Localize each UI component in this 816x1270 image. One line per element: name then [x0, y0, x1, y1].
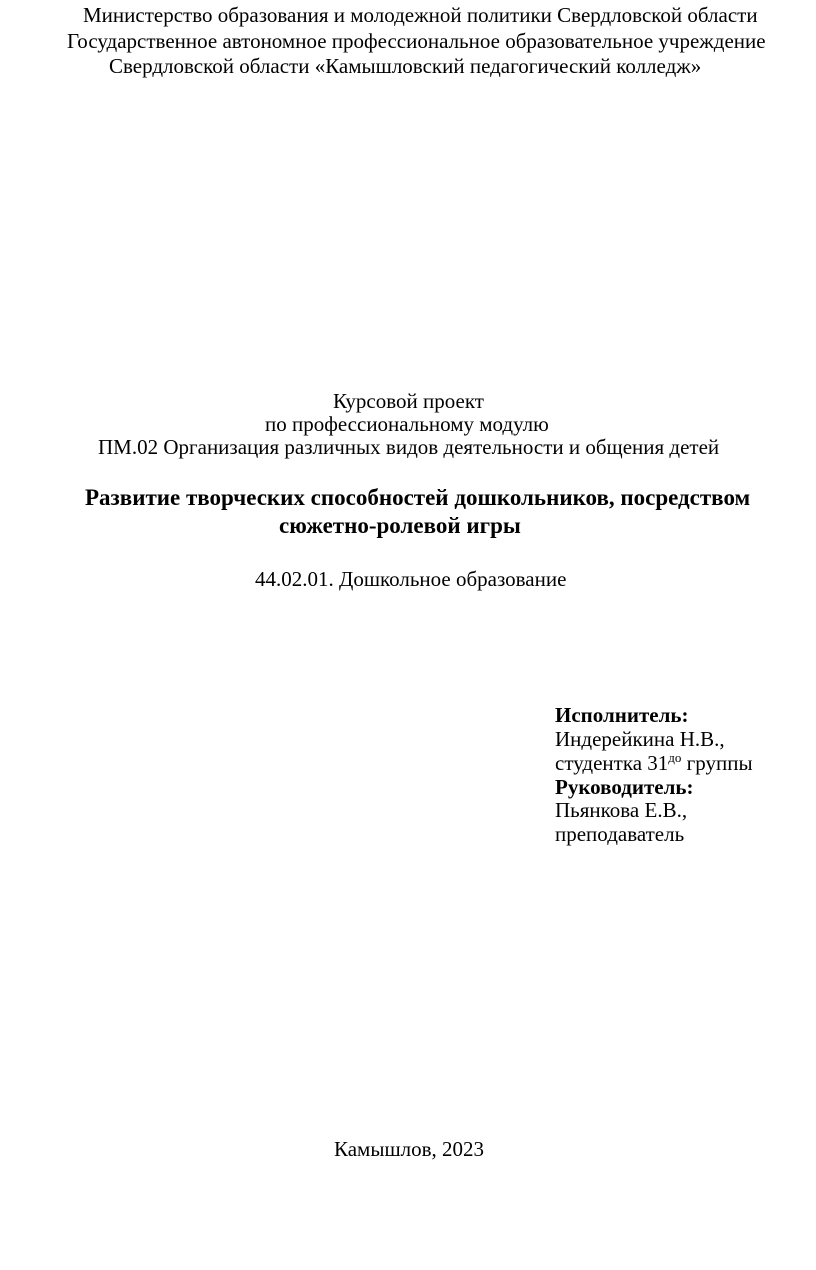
supervisor-label: Руководитель: [555, 775, 694, 799]
header-college-name: Свердловской области «Камышловский педагогический колледж» [109, 54, 702, 78]
project-title-line-1: Развитие творческих способностей дошкольников, посредством [85, 485, 751, 510]
project-title-line-2: сюжетно-ролевой игры [279, 513, 521, 538]
footer-city-year: Камышлов, 2023 [334, 1137, 485, 1161]
executor-role-prefix: студентка 31 [555, 751, 669, 775]
executor-role-sup: до [668, 750, 682, 765]
project-type: Курсовой проект [333, 389, 484, 413]
supervisor-role: преподаватель [555, 822, 685, 846]
executor-name: Индерейкина Н.В., [555, 727, 725, 751]
supervisor-name: Пьянкова Е.В., [555, 798, 688, 822]
executor-label: Исполнитель: [555, 703, 689, 727]
project-module-name: ПМ.02 Организация различных видов деятельности и общения детей [98, 435, 720, 459]
header-institution-type: Государственное автономное профессиональное образовательное учреждение [67, 29, 766, 53]
executor-role [555, 750, 753, 776]
executor-role-suffix: группы [681, 751, 753, 775]
header-ministry: Министерство образования и молодежной политики Свердловской области [83, 3, 758, 27]
project-module-prefix: по профессиональному модулю [265, 412, 549, 436]
specialty-code: 44.02.01. Дошкольное образование [255, 567, 567, 591]
